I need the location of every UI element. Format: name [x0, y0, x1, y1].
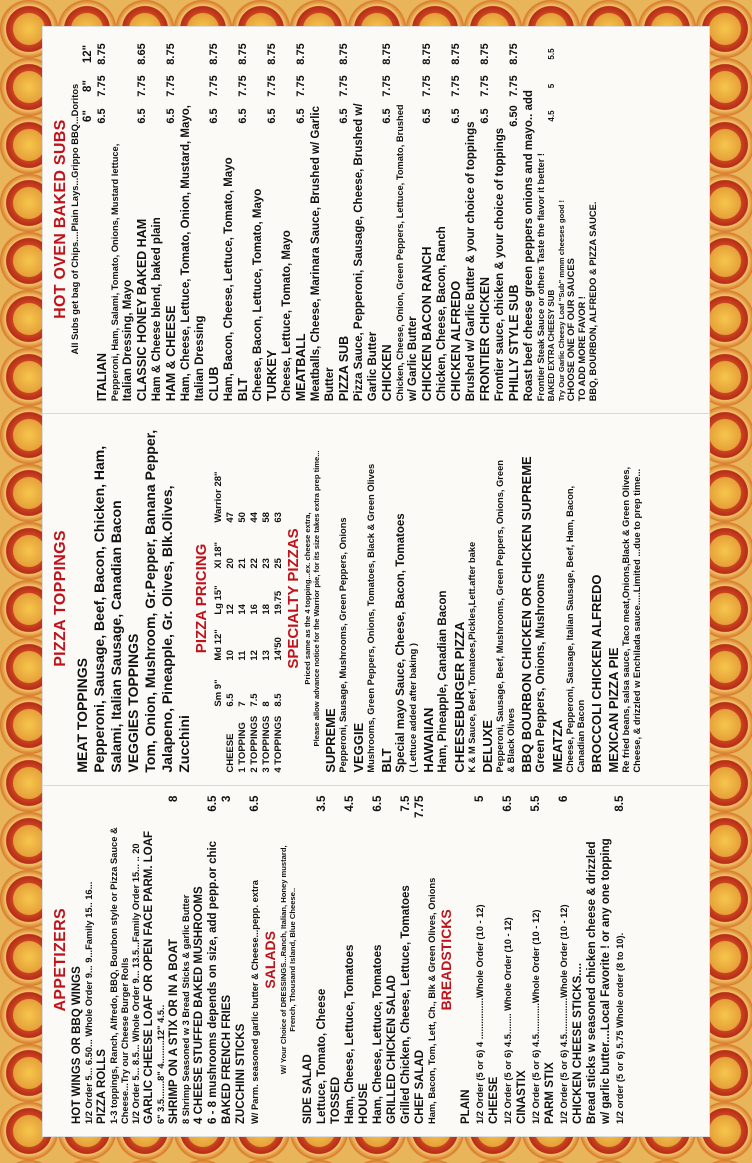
sub-price: 7.75: [295, 75, 307, 97]
pricing-cell: 8: [261, 701, 272, 707]
specialty-detail2: Cheese, & drizzled w Enchilada sauce.....Limited ...due to prep time...: [632, 468, 642, 773]
sub-detail2: w/ Garlic Butter: [407, 316, 419, 402]
parm-stix-detail: 1/2 Order (5 or 6) 4.5..............Whole Order (10 - 12): [559, 904, 569, 1124]
cheese-sticks-name: CHEESE: [488, 1076, 500, 1124]
specialty-detail: Mushrooms, Green Peppers, Onions, Tomatoes, Black & Green Olives: [366, 463, 376, 773]
garlic-loaf-name: GARLIC CHEESE LOAF OR OPEN FACE PARM. LOAF: [143, 830, 155, 1124]
cheese-sticks-detail: 1/2 Order (5 or 6) 4.5........ Whole Order (10 - 12): [503, 917, 513, 1124]
sub-name: HAM & CHEESE: [164, 305, 178, 402]
mushrooms-price: 6.5: [207, 795, 219, 812]
parm-stix-price: 6: [558, 795, 570, 803]
sub-name: FRONTIER CHICKEN: [478, 276, 492, 402]
house-name: HOUSE: [358, 1083, 370, 1124]
sub-price: 8.75: [381, 43, 393, 65]
specialty-detail: Pepperoni, Sausage, Beef, Mushrooms, Green Peppers, Onions, Green: [495, 460, 505, 773]
tossed-row: [343, 796, 357, 1124]
salads-heading: SALADS: [262, 931, 278, 989]
garlic-loaf-detail: 6" 3.5.......8" 4.........12" 4.5..: [156, 1004, 166, 1124]
sub-row: [207, 37, 222, 401]
dressings-note: W/ Your Choice of DRESSINGS...Ranch, Italian, Honey mustard,: [279, 845, 288, 1075]
sub-price: 6.5: [479, 108, 491, 124]
pricing-cell: 16: [249, 604, 260, 615]
parm-stix-row: [557, 796, 571, 1124]
sub-price: 8.75: [237, 43, 249, 65]
pricing-cell: 11: [237, 650, 248, 661]
sub-detail: Meatballs, Cheese, Marinara Sauce, Brushed w/ Garlic: [310, 106, 322, 402]
zucchini-name: ZUCCHINI STICKS: [235, 1023, 247, 1124]
specialty-name: MEATZA: [550, 719, 565, 773]
plain-name: PLAIN: [460, 1089, 472, 1124]
sub-price: 6.5: [381, 108, 393, 124]
pricing-cell: 6.5: [225, 693, 236, 707]
house-price: 6.5: [372, 795, 384, 812]
sub-sizes-row: [81, 37, 95, 401]
sub-price: 6.5: [295, 108, 307, 124]
tossed-name: TOSSED: [330, 1076, 342, 1124]
sub-price: 6.5: [266, 108, 278, 124]
cinastix-price: 5.5: [530, 795, 542, 812]
pricing-cell: 22: [249, 558, 260, 569]
sub-price: 8.75: [421, 43, 433, 65]
size-6: 6": [82, 110, 94, 122]
pricing-cell: 20: [225, 558, 236, 569]
pricing-header-cell: Warrior 28": [213, 471, 224, 523]
chef-name: CHEF SALAD: [414, 1049, 426, 1124]
sub-row: [135, 37, 150, 401]
pricing-cell: 12: [249, 650, 260, 661]
pricing-cell: 7.5: [249, 693, 260, 707]
size-12: 12": [82, 44, 94, 64]
meat-toppings-line2: Salami, Italian Sausage, Canadian Bacon: [108, 500, 124, 773]
pizza-toppings-heading: PIZZA TOPPINGS: [52, 530, 69, 667]
pricing-cell: 14: [237, 604, 248, 615]
specialty-name: BLT: [379, 748, 394, 773]
subs-column: [43, 27, 709, 413]
sub-row: [337, 37, 352, 401]
sub-detail: Roast beef cheese green peppers onions and mayo.. add: [523, 90, 535, 402]
veggie-toppings-heading: VEGGIES TOPPINGS: [125, 633, 141, 773]
house-detail: Ham, Cheese, Lettuce, Tomatoes: [372, 944, 384, 1124]
choose-sauce-line1: CHOOSE ONE OF OUR SAUCES: [566, 258, 576, 402]
side-salad-name: SIDE SALAD: [302, 1054, 314, 1124]
appetizers-heading: APPETIZERS: [52, 908, 69, 1012]
pricing-cell: 21: [237, 558, 248, 569]
cinastix-row: [529, 796, 543, 1124]
pricing-cell: 12: [225, 604, 236, 615]
sub-name: MEATBALL: [294, 333, 308, 402]
hot-wings-detail: 1/2 Order 5... 6.50... Whole Order 9... 9...Family 15.. 16...: [84, 881, 94, 1124]
sub-name: PIZZA SUB: [337, 335, 351, 402]
sub-row: [478, 37, 493, 401]
sub-name: PHILLY STYLE SUB: [507, 284, 521, 402]
veggie-toppings-line2: Jalapeno, Pineapple, Gr. Olives, Blk.Olives, Zucchini: [159, 485, 192, 773]
pricing-row-label: 1 TOPPING: [237, 722, 248, 773]
side-salad-price: 3.5: [316, 795, 328, 812]
pizza-rolls-line3: 1/2 Order 5... 8.5... Whole Order 9... 13.5...Family Order 15... .. 20: [131, 843, 141, 1124]
extra-price-8: 5: [547, 83, 556, 89]
sub-row: [164, 37, 179, 401]
sub-detail2: Italian Dressing, Mayo: [122, 279, 134, 402]
sub-row: [265, 37, 280, 401]
sub-price: 8.75: [165, 43, 177, 65]
appetizers-column: [43, 785, 709, 1136]
sub-price: 8.75: [96, 43, 108, 65]
sub-detail2: Italian Dressing: [194, 315, 206, 402]
specialty-name: MEXICAN PIZZA PIE: [606, 647, 621, 773]
sub-price: 6.5: [421, 108, 433, 124]
sub-price: 8.75: [266, 43, 278, 65]
menu-sheet: [42, 26, 710, 1137]
sub-detail2: Butter: [324, 367, 336, 402]
sub-price: 8.75: [295, 43, 307, 65]
extra-price-6: 4.5: [547, 110, 556, 122]
sub-price: 7.75: [237, 75, 249, 97]
sub-price: 6.50: [508, 105, 520, 127]
pricing-cell: 19.75: [273, 590, 284, 615]
extra-price-12: 5.5: [547, 48, 556, 60]
pricing-cell: 10: [225, 650, 236, 661]
chicken-cheese-sticks-row: [613, 796, 627, 1124]
chicken-cheese-sticks-line1: Bread sticks w seasoned chicken cheese & drizzled: [586, 841, 598, 1124]
specialty-detail: Ham, Pineapple, Canadian Bacon: [437, 590, 449, 773]
pricing-cell: 50: [237, 512, 248, 523]
parm-stix-name: PARM STIX: [544, 1062, 556, 1124]
chicken-cheese-sticks-name: CHICKEN CHEESE STICKS....: [572, 962, 584, 1124]
fries-price: 3: [221, 795, 233, 803]
sub-price: 7.75: [136, 75, 148, 97]
sub-price: 6.5: [450, 108, 462, 124]
sub-detail: Pizza Sauce, Pepperoni, Sausage, Cheese, Brushed w/: [353, 103, 365, 402]
pricing-cell: 8.5: [273, 693, 284, 707]
specialty-name: BROCCOLI CHICKEN ALFREDO: [589, 574, 604, 773]
sub-detail: Frontier sauce, chicken & your choice of toppings: [494, 127, 506, 402]
chef-row: [413, 796, 427, 1124]
mushrooms-row: [206, 796, 220, 1124]
specialty-name: DELUXE: [480, 719, 495, 773]
shrimp-name: SHRIMP ON A STIX OR IN A BOAT: [168, 938, 180, 1124]
house-row: [371, 796, 385, 1124]
sub-name: CHICKEN ALFREDO: [449, 280, 463, 402]
pricing-header-cell: Lg 15": [213, 585, 224, 615]
plain-row: [473, 796, 487, 1124]
pricing-cell: 13: [261, 650, 272, 661]
sub-price: 7.75: [165, 75, 177, 97]
sub-price: 6.5: [338, 108, 350, 124]
specialty-name: BBQ BOURBON CHICKEN OR CHICKEN SUPREME: [519, 456, 534, 773]
sub-name: CLASSIC HONEY BAKED HAM: [135, 218, 149, 402]
side-salad-detail: Lettuce, Tomato, Cheese: [316, 988, 328, 1124]
pricing-header-cell: Md 12": [213, 629, 224, 661]
sub-price: 6.5: [165, 108, 177, 124]
chicken-cheese-sticks-line3: 1/2 order (5 or 6) 5.75 Whole order (8 to 10).: [615, 932, 625, 1124]
tossed-detail: Ham, Cheese, Lettuce, Tomatoes: [344, 944, 356, 1124]
hot-wings-name: HOT WINGS OR BBQ WINGS: [71, 966, 83, 1124]
sub-price: 7.75: [450, 75, 462, 97]
specialty-name: SUPREME: [323, 708, 338, 773]
pricing-cell: 63: [273, 512, 284, 523]
meat-toppings-heading: MEAT TOPPINGS: [74, 658, 90, 773]
pricing-cell: 44: [249, 512, 260, 523]
sub-detail: Ham, Bacon, Cheese, Lettuce, Tomato, Mayo: [223, 157, 235, 402]
sub-detail2: Frontier Steak Sauce or others Taste the flavor it better !: [536, 152, 546, 402]
sub-name: TURKEY: [265, 349, 279, 402]
plain-price: 5: [474, 795, 486, 803]
specialty-detail: Special mayo Sauce, Cheese, Bacon, Tomatoes: [395, 513, 407, 773]
pricing-row-label: 2 TOPPINGS: [249, 715, 260, 773]
mushrooms-name: 4 CHEESE STUFFED BAKED MUSHROOMS: [193, 886, 205, 1124]
fries-row: [220, 796, 234, 1124]
pricing-cell: 23: [261, 558, 272, 569]
sub-price: 6.5: [208, 108, 220, 124]
pizza-rolls-line1: 1-3 toppings, Ranch, Alfredo, BBQ, Bourbon style or Pizza Sauce &: [109, 827, 119, 1124]
sub-price: 7.75: [338, 75, 350, 97]
sub-price: 7.75: [479, 75, 491, 97]
shrimp-price: 8: [168, 795, 180, 803]
shrimp-detail: 8 Shrimp Seasoned w 3 Bread Sticks & garlic Butter: [181, 894, 191, 1124]
sub-price: 7.75: [381, 75, 393, 97]
extra-cheesy-row: [547, 37, 557, 401]
sub-price: 8.75: [208, 43, 220, 65]
pricing-row-label: CHEESE: [225, 733, 236, 773]
chef-price: 7.75: [414, 795, 426, 819]
specialty-detail2: Canadian Bacon: [576, 699, 586, 773]
sub-row: [507, 37, 522, 401]
specialty-detail: Re fried beans, salsa sauce, Taco meat,Onions,Black & Green Olives,: [621, 466, 631, 773]
dressings-note2: French, Thousand Island, Blue Cheese..: [288, 887, 297, 1032]
sub-price: 7.75: [96, 75, 108, 97]
specialty-detail: Green Peppers, Onions, Mushrooms: [535, 573, 547, 773]
extra-cheesy-detail: Try Our Garlic Cheesy Loaf "Sub" mmm cheeses good !: [557, 199, 566, 402]
sub-price: 6.5: [96, 108, 108, 124]
plain-detail: 1/2 Order (5 or 6) 4 ................Whole Order (10 - 12): [475, 904, 485, 1124]
zucchini-price: 6.5: [249, 795, 261, 812]
specialty-detail: K & M Sauce, Beef, Tomatoes,Pickles,Lett.after bake: [467, 541, 477, 773]
pricing-row-label: 3 TOPPINGS: [261, 715, 272, 773]
veggie-toppings-line1: Tom, Onion, Mushroom, Gr.Pepper, Banana Pepper,: [142, 429, 158, 773]
sub-name: CHICKEN: [380, 344, 394, 402]
specialty-note2: Please allow advance notice for the Warrior pie, for its size takes extra prep time...: [312, 450, 321, 747]
pizza-pricing-table: [213, 424, 285, 772]
chicken-cheese-sticks-line2: w/ garlic butter....Local Favorite ! or any one topping: [600, 838, 612, 1124]
sub-price: 8.75: [508, 43, 520, 65]
pizza-column: [43, 413, 709, 784]
chips-note: All Subs get bag of Chips....Plain Lays...Grippo BBQ...Doritos: [70, 83, 80, 355]
choose-sauce-line3: BBQ, BOURBON, ALFREDO & PIZZA SAUCE.: [588, 201, 598, 402]
sub-price: 7.75: [266, 75, 278, 97]
pricing-cell: 7: [237, 701, 248, 707]
sub-price: 6.5: [136, 108, 148, 124]
grilled-row: [399, 796, 413, 1124]
pizza-pricing-heading: PIZZA PRICING: [193, 543, 210, 654]
pricing-header-cell: Xl 18": [213, 541, 224, 569]
choose-sauce-line2: TO ADD MORE FAVOR !: [577, 296, 587, 402]
sub-name: CHICKEN BACON RANCH: [420, 246, 434, 402]
zucchini-row: [248, 796, 262, 1124]
pizza-rolls-name: PIZZA ROLLS: [96, 1049, 108, 1124]
specialty-note1: Priced same as the 4 topping...ex. cheese extra,: [303, 512, 312, 685]
chef-detail: Ham, Bacon, Tom, Lett, Ch., Blk & Green Olives, Onions: [427, 877, 437, 1124]
pricing-cell: 18: [261, 604, 272, 615]
specialty-name: VEGGIE: [351, 722, 366, 773]
specialty-pizzas-heading: SPECIALTY PIZZAS: [285, 528, 302, 669]
sub-detail: Pepperoni, Ham, Salami, Tomato, Onions, Mustard lettuce,: [110, 143, 120, 402]
sub-price: 7.75: [208, 75, 220, 97]
specialty-list: [323, 424, 643, 772]
sub-detail: Ham & Cheese blend, baked plain: [151, 217, 163, 402]
side-salad-row: [315, 796, 329, 1124]
grilled-name: GRILLED CHICKEN SALAD: [386, 975, 398, 1124]
specialty-detail2: ( Lettuce added after baking ): [408, 642, 418, 773]
subs-list: [95, 37, 547, 401]
cheese-sticks-price: 6.5: [502, 795, 514, 812]
sub-price: 8.65: [136, 43, 148, 65]
specialty-name: HAWAIIAN: [421, 707, 436, 773]
sub-detail: Ham, Cheese, Lettuce, Tomato, Onion, Mustard, Mayo,: [180, 105, 192, 402]
grilled-detail: Grilled Chicken, Cheese, Lettuce, Tomatoes: [400, 885, 412, 1124]
shrimp-row: [167, 796, 181, 1124]
size-8: 8": [82, 80, 94, 92]
fries-name: BAKED FRENCH FRIES: [221, 994, 233, 1124]
sub-price: 7.75: [508, 75, 520, 97]
sub-detail: Cheese, Lettuce, Tomato, Mayo: [281, 230, 293, 402]
sub-price: 8.75: [338, 43, 350, 65]
sub-row: [294, 37, 309, 401]
sub-row: [420, 37, 435, 401]
cinastix-name: CINASTIX: [516, 1070, 528, 1124]
cheese-sticks-row: [501, 796, 515, 1124]
sub-name: ITALIAN: [95, 352, 109, 402]
specialty-detail2: & Black Olives: [506, 708, 516, 773]
sub-detail: Chicken, Cheese, Bacon, Ranch: [436, 226, 448, 402]
sub-row: [380, 37, 395, 401]
zucchini-detail: W/ Parm. seasoned garlic butter & Cheese...pepp. extra: [250, 880, 260, 1124]
tossed-price: 4.5: [344, 795, 356, 812]
sub-price: 6.5: [237, 108, 249, 124]
sub-detail: Brushed w/ Garlic Butter & your choice of toppings: [465, 121, 477, 402]
pricing-header-cell: Sm 9": [213, 679, 224, 707]
pricing-cell: 47: [225, 512, 236, 523]
chicken-cheese-sticks-price: 8.5: [614, 795, 626, 812]
specialty-detail: Pepperoni, Sausage, Mushrooms, Green Peppers, Onions: [338, 517, 348, 773]
specialty-name: CHEESEBURGER PIZZA: [452, 621, 467, 773]
sub-price: 7.75: [421, 75, 433, 97]
mushrooms-detail: 6 - 8 mushrooms depends on size, add pepp.or chic: [207, 840, 219, 1124]
pricing-cell: 58: [261, 512, 272, 523]
specialty-detail: Cheese, Pepperoni, Sausage, Italian Sausage, Beef, Ham, Bacon,: [565, 485, 575, 773]
sub-name: BLT: [236, 377, 250, 402]
sub-detail: Chicken, Cheese, Onion, Green Peppers, Lettuce, Tomato, Brushed: [395, 104, 405, 402]
sub-detail: Cheese, Bacon, Lettuce, Tomato, Mayo: [252, 188, 264, 402]
meat-toppings-line1: Pepperoni, Sausage, Beef, Bacon, Chicken, Ham,: [91, 445, 107, 773]
extra-cheesy-name: BAKED EXTRA CHEESY SUB: [547, 289, 556, 402]
pricing-cell: 25: [273, 558, 284, 569]
pricing-cell: 14'50: [273, 637, 284, 661]
pricing-header-cell: [213, 707, 225, 773]
sub-price: 8.75: [450, 43, 462, 65]
sub-price: 8.75: [479, 43, 491, 65]
sub-row: [449, 37, 464, 401]
grilled-price: 7.5: [400, 795, 412, 812]
pricing-row-label: 4 TOPPINGS: [273, 715, 284, 773]
sub-row: [95, 37, 110, 401]
subs-heading: HOT OVEN BAKED SUBS: [52, 119, 69, 319]
sub-row: [236, 37, 251, 401]
sub-detail2: Garlic Butter: [367, 331, 379, 402]
cinastix-detail: 1/2 Order (5 or 6) 4.5............Whole Order (10 - 12): [531, 909, 541, 1124]
sub-name: CLUB: [207, 366, 221, 402]
breadsticks-heading: BREADSTICKS: [438, 909, 454, 1011]
pizza-rolls-line2: Cheese...Try our Cheese Burger Rolls: [120, 957, 130, 1124]
